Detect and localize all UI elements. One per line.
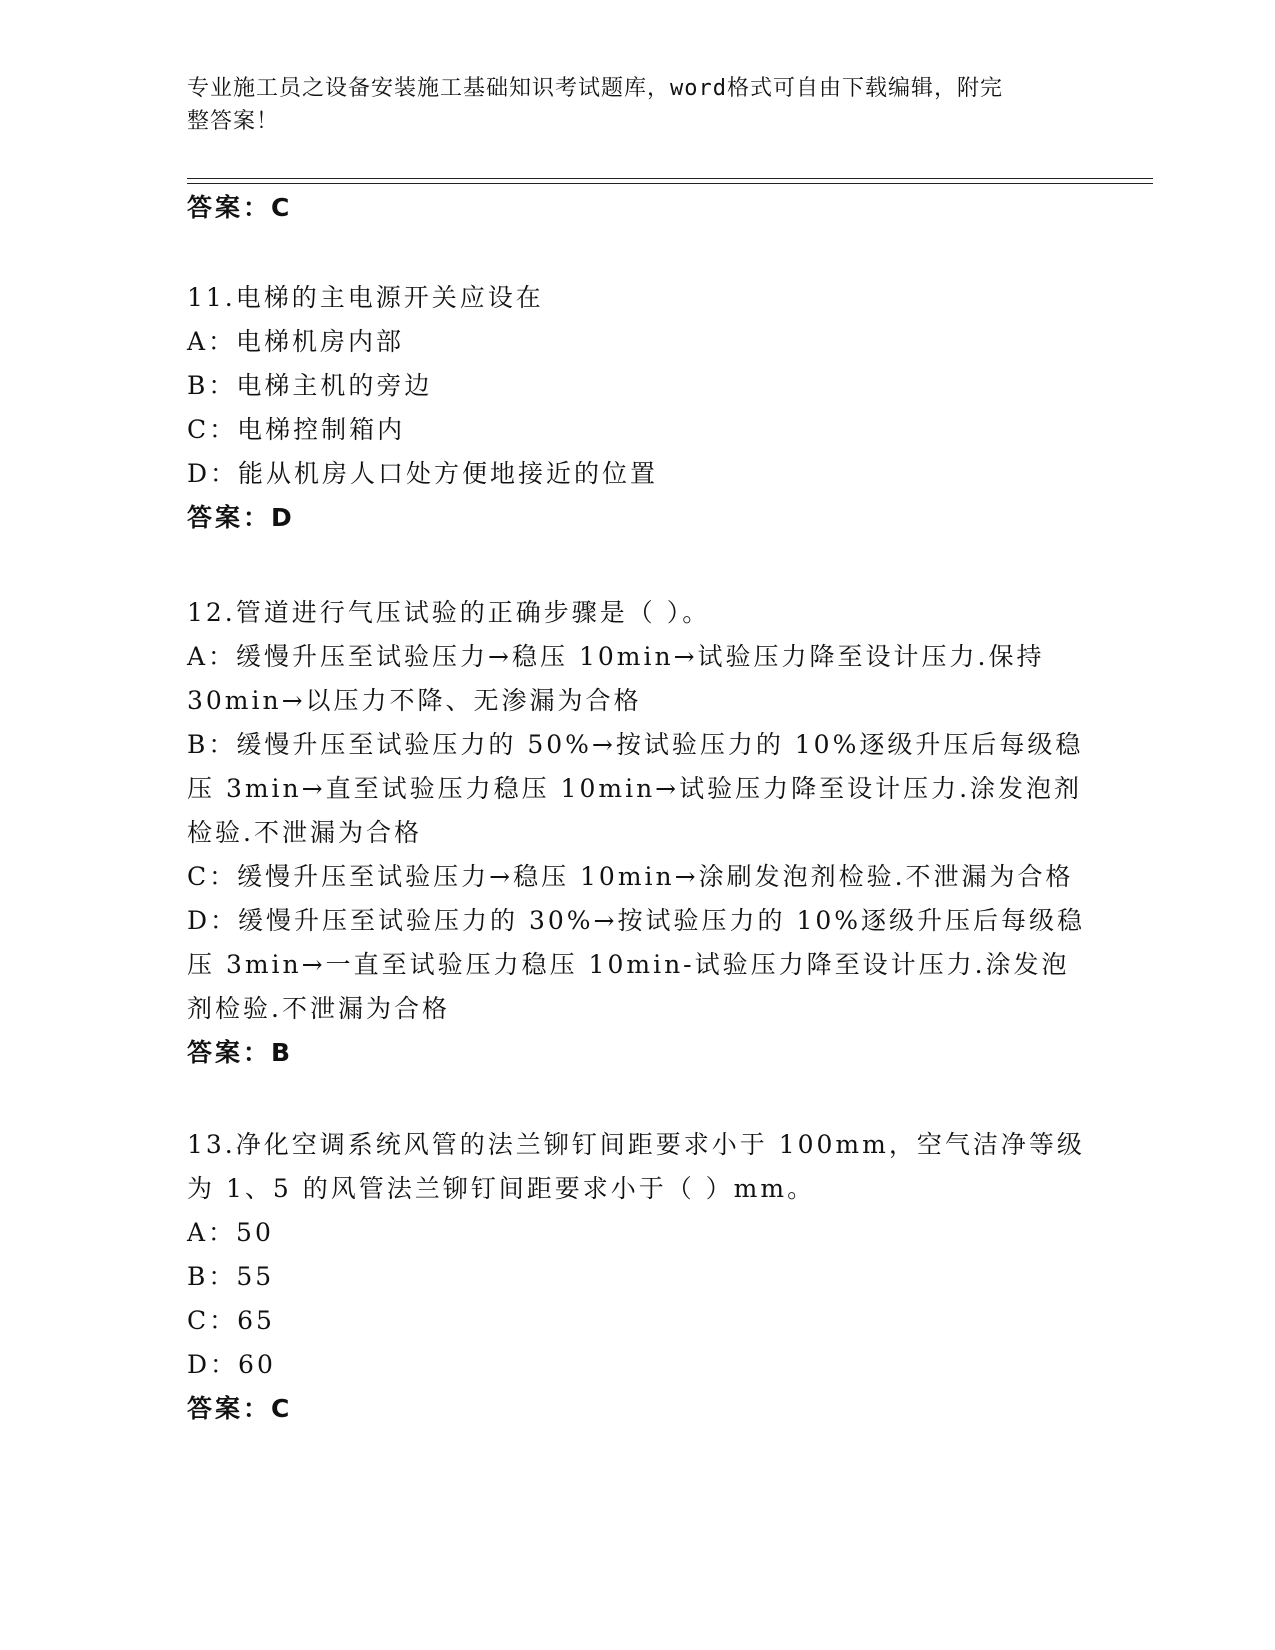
q12-option-d-line1: D：缓慢升压至试验压力的 30%→按试验压力的 10%逐级升压后每级稳: [187, 906, 1086, 935]
q12-answer: 答案：B: [187, 1038, 294, 1067]
q13-option-b: B：55: [187, 1262, 275, 1291]
header-line-1: 专业施工员之设备安装施工基础知识考试题库，word格式可自由下载编辑，附完: [187, 76, 1003, 101]
q11-option-d: D：能从机房人口处方便地接近的位置: [187, 459, 659, 488]
q12-option-d-line2: 压 3min→一直至试验压力稳压 10min-试验压力降至设计压力.涂发泡: [187, 950, 1070, 979]
page-header: [187, 72, 1067, 138]
q12-option-c: C：缓慢升压至试验压力→稳压 10min→涂刷发泡剂检验.不泄漏为合格: [187, 862, 1074, 891]
q11-answer: 答案：D: [187, 503, 295, 532]
q12-option-a-line2: 30min→以压力不降、无渗漏为合格: [187, 686, 642, 715]
q12-option-b-line3: 检验.不泄漏为合格: [187, 818, 422, 847]
q13-stem-line1: 13.净化空调系统风管的法兰铆钉间距要求小于 100mm，空气洁净等级: [187, 1130, 1085, 1159]
header-line-2: 整答案！: [187, 109, 280, 134]
q11-option-b: B：电梯主机的旁边: [187, 371, 433, 400]
q13-option-d: D：60: [187, 1350, 276, 1379]
q13-stem-line2: 为 1、5 的风管法兰铆钉间距要求小于（ ）mm。: [187, 1174, 816, 1203]
q11-option-a: A：电梯机房内部: [187, 327, 405, 356]
q12-option-b-line1: B：缓慢升压至试验压力的 50%→按试验压力的 10%逐级升压后每级稳: [187, 730, 1084, 759]
header-rule-bottom: [187, 183, 1153, 184]
q13-answer: 答案：C: [187, 1394, 293, 1423]
q13-option-c: C：65: [187, 1306, 275, 1335]
q11-option-c: C：电梯控制箱内: [187, 415, 406, 444]
q12-stem: 12.管道进行气压试验的正确步骤是（ ）。: [187, 598, 711, 627]
header-rule-top: [187, 178, 1153, 179]
q12-option-b-line2: 压 3min→直至试验压力稳压 10min→试验压力降至设计压力.涂发泡剂: [187, 774, 1083, 803]
answer-prev: 答案：C: [187, 193, 293, 222]
q12-option-a-line1: A：缓慢升压至试验压力→稳压 10min→试验压力降至设计压力.保持: [187, 642, 1045, 671]
q12-option-d-line3: 剂检验.不泄漏为合格: [187, 994, 450, 1023]
q13-option-a: A：50: [187, 1218, 274, 1247]
q11-stem: 11.电梯的主电源开关应设在: [187, 283, 544, 312]
